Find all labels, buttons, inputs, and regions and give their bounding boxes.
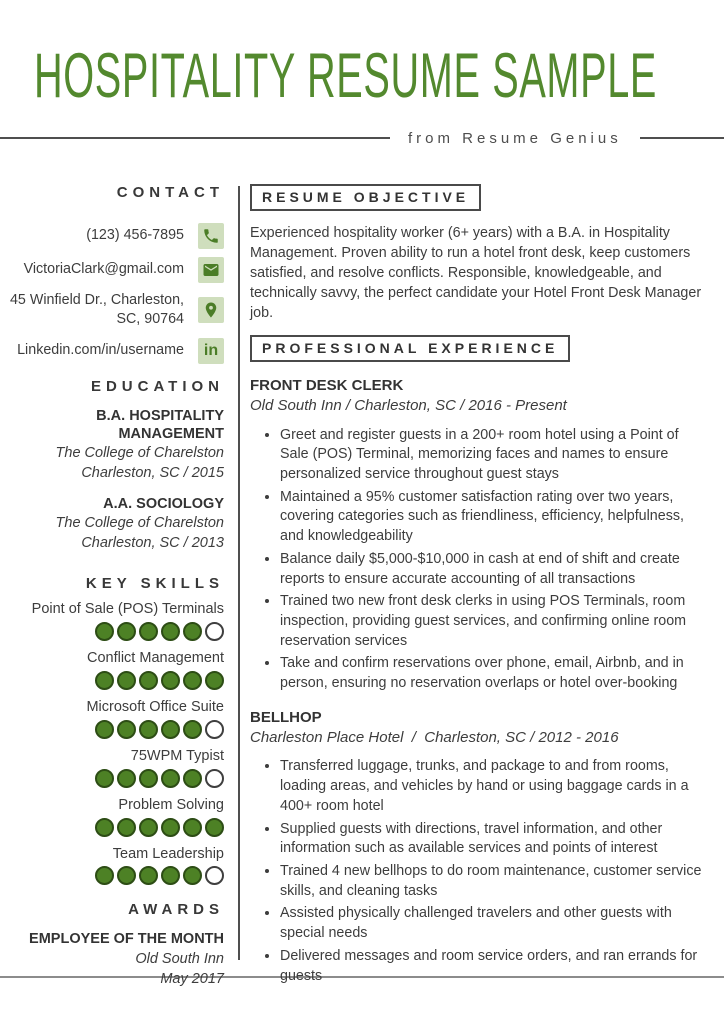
skill-dot bbox=[117, 818, 136, 837]
address-line-1: 45 Winfield Dr., Charleston, bbox=[9, 292, 184, 308]
contact-heading: CONTACT bbox=[116, 184, 224, 201]
page-title-text: HOSPITALITY RESUME SAMPLE bbox=[34, 41, 658, 111]
skill-dot bbox=[117, 720, 136, 739]
bullet-item: • Delivered messages and room service orders, and ran errands for guests bbox=[280, 947, 706, 986]
bullet-item: • Assisted physically challenged travelers and other guests with special needs bbox=[280, 904, 706, 943]
contact-row-phone bbox=[0, 223, 224, 249]
skill-dot bbox=[205, 622, 224, 641]
skill-item bbox=[0, 845, 224, 886]
skill-rating bbox=[0, 769, 224, 788]
bullet-item: • Balance daily $5,000-$10,000 in cash at end of shift and create reports to ensure accurate accounting of all transactions bbox=[280, 550, 706, 589]
skill-dot bbox=[161, 671, 180, 690]
skill-dot bbox=[183, 866, 202, 885]
job-block bbox=[250, 376, 706, 694]
award-title: EMPLOYEE OF THE MONTH bbox=[29, 931, 224, 948]
job-meta: Charleston Place Hotel / Charleston, SC / 2012 - 2016 bbox=[250, 729, 619, 747]
skill-dot bbox=[161, 769, 180, 788]
tagline-rule-left bbox=[0, 137, 390, 139]
skill-rating bbox=[0, 720, 224, 739]
email-value: VictoriaClark@gmail.com bbox=[23, 261, 184, 278]
skill-dot bbox=[139, 769, 158, 788]
skill-dot bbox=[205, 720, 224, 739]
school-name: The College of Charelston bbox=[55, 445, 224, 462]
bullet-item: • Take and confirm reservations over phone, email, Airbnb, and in person, ensuring no reservation overlaps or hotel over-booking bbox=[280, 654, 706, 693]
awards-heading: AWARDS bbox=[128, 901, 224, 919]
job-bullet-list bbox=[250, 426, 706, 694]
skill-dot bbox=[205, 671, 224, 690]
location-pin-icon bbox=[198, 297, 224, 323]
skill-dot bbox=[95, 769, 114, 788]
skill-item bbox=[0, 649, 224, 690]
bullet-item: • Transferred luggage, trunks, and package to and from rooms, loading areas, and vehicles by hand or using baggage cards in a 400+ room hotel bbox=[280, 757, 706, 816]
skill-label: Conflict Management bbox=[86, 650, 224, 667]
phone-icon bbox=[198, 223, 224, 249]
bullet-item: • Supplied guests with directions, travel information, and other information such as available services and points of interest bbox=[280, 820, 706, 859]
tagline-text: from Resume Genius bbox=[408, 129, 622, 147]
address-line-2: SC, 90764 bbox=[116, 311, 184, 328]
education-entry bbox=[0, 407, 224, 484]
skill-dot bbox=[139, 720, 158, 739]
skill-dot bbox=[139, 818, 158, 837]
contact-row-email bbox=[0, 257, 224, 283]
skill-dot bbox=[117, 671, 136, 690]
skill-dot bbox=[161, 866, 180, 885]
job-title: BELLHOP bbox=[250, 708, 322, 726]
professional-experience-heading: PROFESSIONAL EXPERIENCE bbox=[250, 335, 570, 362]
skill-label: Problem Solving bbox=[118, 796, 224, 813]
key-skills-heading: KEY SKILLS bbox=[85, 575, 224, 593]
skill-dot bbox=[139, 671, 158, 690]
contact-list bbox=[0, 223, 224, 364]
school-name: The College of Charelston bbox=[55, 515, 224, 532]
skill-dot bbox=[139, 866, 158, 885]
skill-label: Point of Sale (POS) Terminals bbox=[31, 601, 224, 618]
skill-dot bbox=[205, 818, 224, 837]
degree-name: B.A. HOSPITALITY MANAGEMENT bbox=[96, 407, 224, 443]
skill-dot bbox=[183, 671, 202, 690]
email-icon bbox=[198, 257, 224, 283]
job-title: FRONT DESK CLERK bbox=[250, 377, 404, 395]
linkedin-icon bbox=[198, 338, 224, 364]
bullet-item: • Trained two new front desk clerks in using POS Terminals, room inspection, providing guest services, and confirming online room reservation services bbox=[280, 592, 706, 651]
page-title bbox=[34, 40, 724, 112]
skill-dot bbox=[95, 818, 114, 837]
skill-label: Team Leadership bbox=[112, 845, 224, 862]
tagline-rule-right bbox=[640, 137, 724, 139]
skill-dot bbox=[117, 866, 136, 885]
skill-item bbox=[0, 796, 224, 837]
skill-label: 75WPM Typist bbox=[130, 747, 224, 764]
resume-objective-heading: RESUME OBJECTIVE bbox=[250, 184, 481, 211]
award-date: May 2017 bbox=[160, 970, 224, 987]
main-column bbox=[250, 184, 706, 989]
skill-dot bbox=[95, 866, 114, 885]
sidebar bbox=[0, 184, 224, 989]
column-divider bbox=[238, 186, 240, 960]
linkedin-glyph: in bbox=[203, 341, 219, 359]
school-detail: Charleston, SC / 2015 bbox=[81, 464, 224, 481]
skill-dot bbox=[161, 720, 180, 739]
skill-dot bbox=[117, 622, 136, 641]
skill-rating bbox=[0, 671, 224, 690]
contact-row-address bbox=[0, 291, 224, 330]
bullet-item: • Maintained a 95% customer satisfaction rating over two years, covering categories such as friendliness, efficiency, helpfulness, and knowledgeability bbox=[280, 488, 706, 547]
skill-dot bbox=[183, 622, 202, 641]
skill-dot bbox=[139, 622, 158, 641]
bullet-item: • Greet and register guests in a 200+ room hotel using a Point of Sale (POS) Terminal, memorizing faces and names to ensure personalized service throughout guest stays bbox=[280, 426, 706, 485]
education-entry bbox=[0, 495, 224, 553]
tagline-row bbox=[0, 128, 724, 148]
skill-dot bbox=[183, 769, 202, 788]
skill-dot bbox=[205, 866, 224, 885]
linkedin-value: Linkedin.com/in/username bbox=[17, 341, 184, 358]
contact-row-linkedin bbox=[0, 338, 224, 364]
skill-rating bbox=[0, 818, 224, 837]
award-entry bbox=[0, 930, 224, 989]
skill-dot bbox=[205, 769, 224, 788]
skill-dot bbox=[183, 818, 202, 837]
award-org: Old South Inn bbox=[135, 951, 224, 967]
job-block bbox=[250, 708, 706, 986]
skill-label: Microsoft Office Suite bbox=[86, 699, 224, 716]
skill-dot bbox=[95, 622, 114, 641]
skill-dot bbox=[117, 769, 136, 788]
bullet-item: • Trained 4 new bellhops to do room maintenance, customer service skills, and cleaning tasks bbox=[280, 862, 706, 901]
skill-item bbox=[0, 747, 224, 788]
skill-dot bbox=[161, 818, 180, 837]
skill-rating bbox=[0, 866, 224, 885]
skill-item bbox=[0, 600, 224, 641]
school-detail: Charleston, SC / 2013 bbox=[81, 534, 224, 551]
skill-rating bbox=[0, 622, 224, 641]
skill-dot bbox=[183, 720, 202, 739]
skill-item bbox=[0, 698, 224, 739]
job-meta: Old South Inn / Charleston, SC / 2016 - Present bbox=[250, 397, 567, 415]
skill-dot bbox=[95, 671, 114, 690]
phone-value: (123) 456-7895 bbox=[86, 227, 184, 244]
address-value bbox=[10, 291, 184, 330]
skill-dot bbox=[161, 622, 180, 641]
resume-objective-body: Experienced hospitality worker (6+ years) with a B.A. in Hospitality Management. Proven ability to run a hotel front desk, keep customers satisfied, and resolve conflicts. Responsible, knowledgeable, and technically savvy, the perfect candidate your Hotel Front Desk Manager job. bbox=[250, 225, 702, 322]
education-heading: EDUCATION bbox=[90, 377, 224, 395]
experience-heading-wrap bbox=[250, 335, 706, 362]
job-bullet-list bbox=[250, 757, 706, 986]
skill-dot bbox=[95, 720, 114, 739]
degree-name: A.A. SOCIOLOGY bbox=[103, 496, 224, 513]
